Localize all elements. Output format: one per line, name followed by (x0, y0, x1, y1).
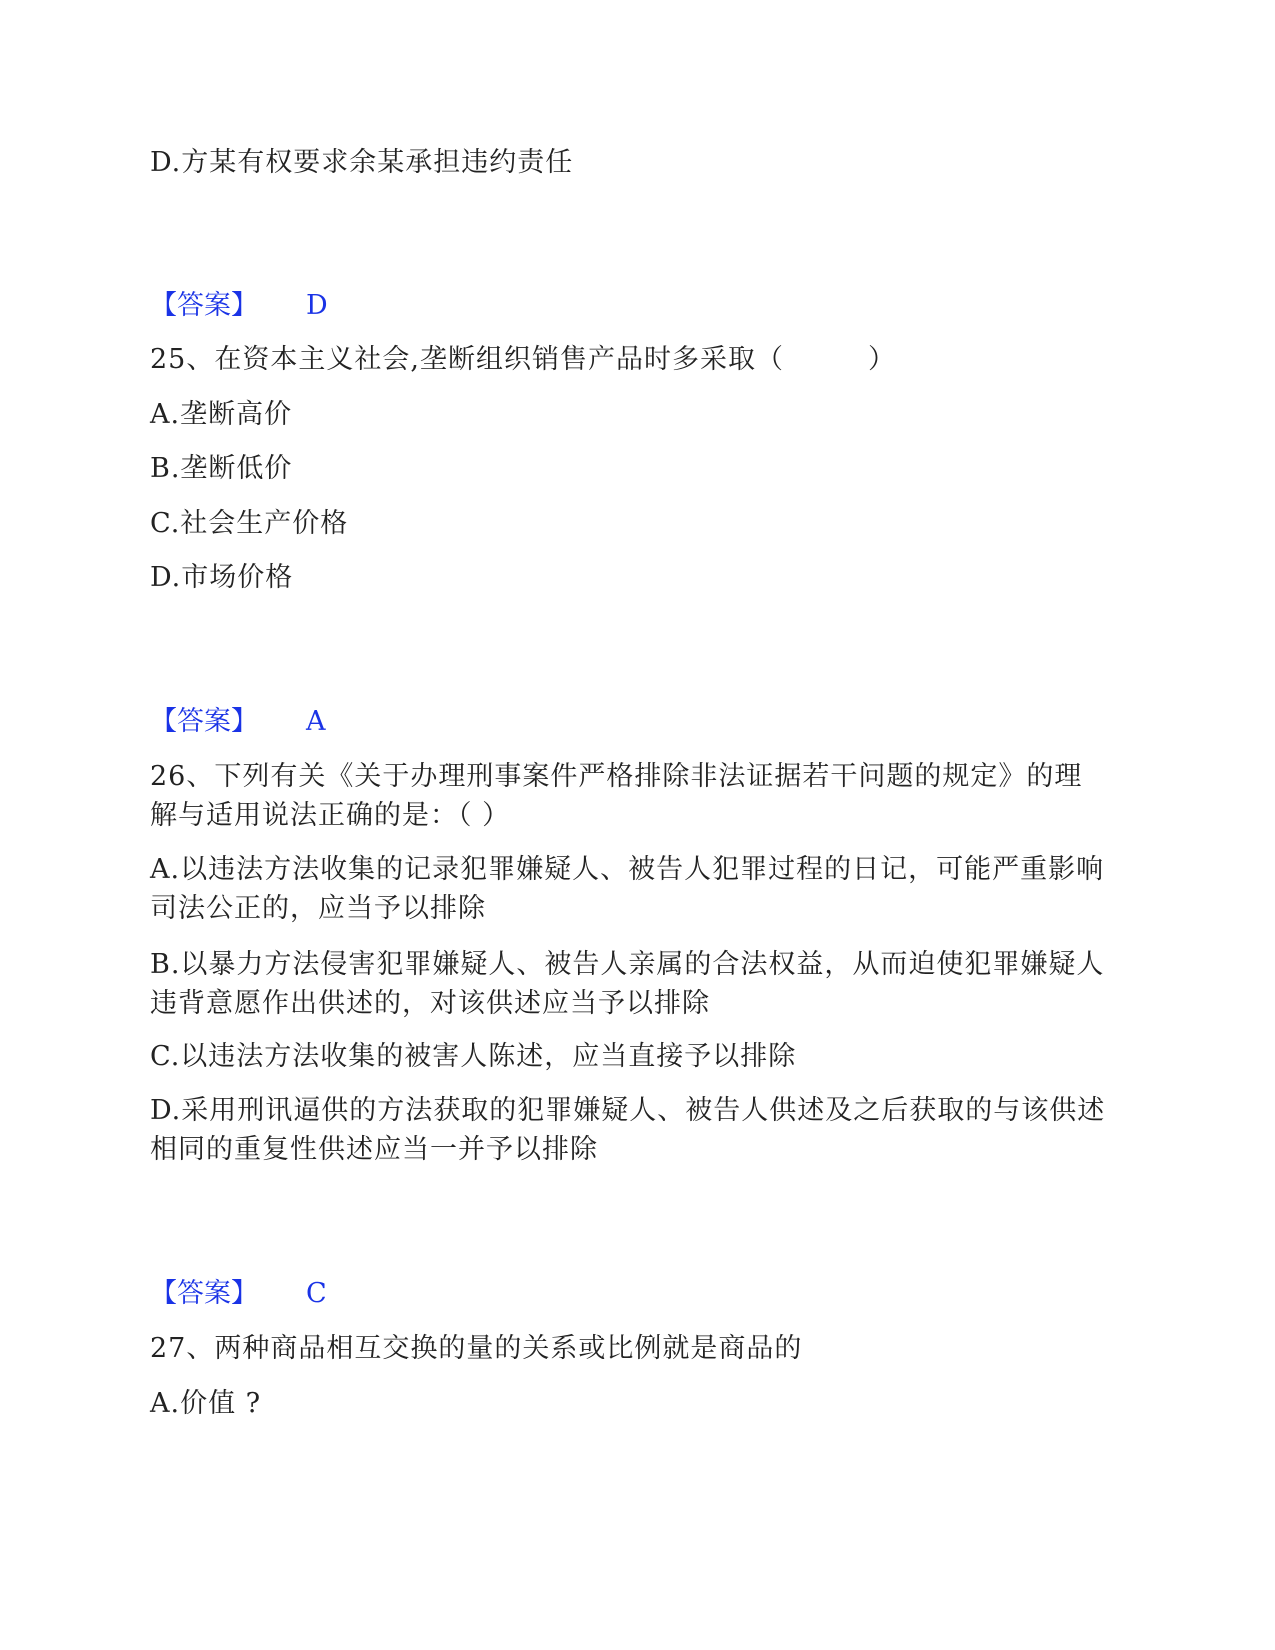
answer-label: 【答案】 (150, 290, 258, 321)
answer-label: 【答案】 (150, 706, 258, 737)
answer-value: A (306, 706, 326, 737)
question-27-option-a: A.价值 ? (150, 1388, 262, 1419)
answer-24 (150, 286, 328, 325)
question-25-option-d: D.市场价格 (150, 562, 294, 593)
question-25-option-c: C.社会生产价格 (150, 508, 349, 539)
question-25-stem: 25、在资本主义社会,垄断组织销售产品时多采取（ ） (150, 344, 896, 375)
question-26-option-b: B.以暴力方法侵害犯罪嫌疑人、被告人亲属的合法权益，从而迫使犯罪嫌疑人违背意愿作出供述的，对该供述应当予以排除 (150, 949, 1105, 1019)
question-26-option-a: A.以违法方法收集的记录犯罪嫌疑人、被告人犯罪过程的日记，可能严重影响司法公正的，应当予以排除 (150, 854, 1105, 924)
question-24-option-d: D.方某有权要求余某承担违约责任 (150, 147, 574, 178)
question-26-stem: 26、下列有关《关于办理刑事案件严格排除非法证据若干问题的规定》的理解与适用说法正确的是：（ ） (150, 761, 1083, 831)
question-25-option-b: B.垄断低价 (150, 453, 293, 484)
answer-value: D (306, 290, 328, 321)
answer-25 (150, 702, 326, 741)
question-25-option-a: A.垄断高价 (150, 399, 293, 430)
question-26-option-d: D.采用刑讯逼供的方法获取的犯罪嫌疑人、被告人供述及之后获取的与该供述相同的重复性供述应当一并予以排除 (150, 1095, 1106, 1165)
question-27-stem: 27、两种商品相互交换的量的关系或比例就是商品的 (150, 1333, 803, 1364)
question-26-option-c: C.以违法方法收集的被害人陈述，应当直接予以排除 (150, 1041, 797, 1072)
answer-value: C (306, 1278, 327, 1309)
answer-26 (150, 1274, 327, 1313)
answer-label: 【答案】 (150, 1278, 258, 1309)
